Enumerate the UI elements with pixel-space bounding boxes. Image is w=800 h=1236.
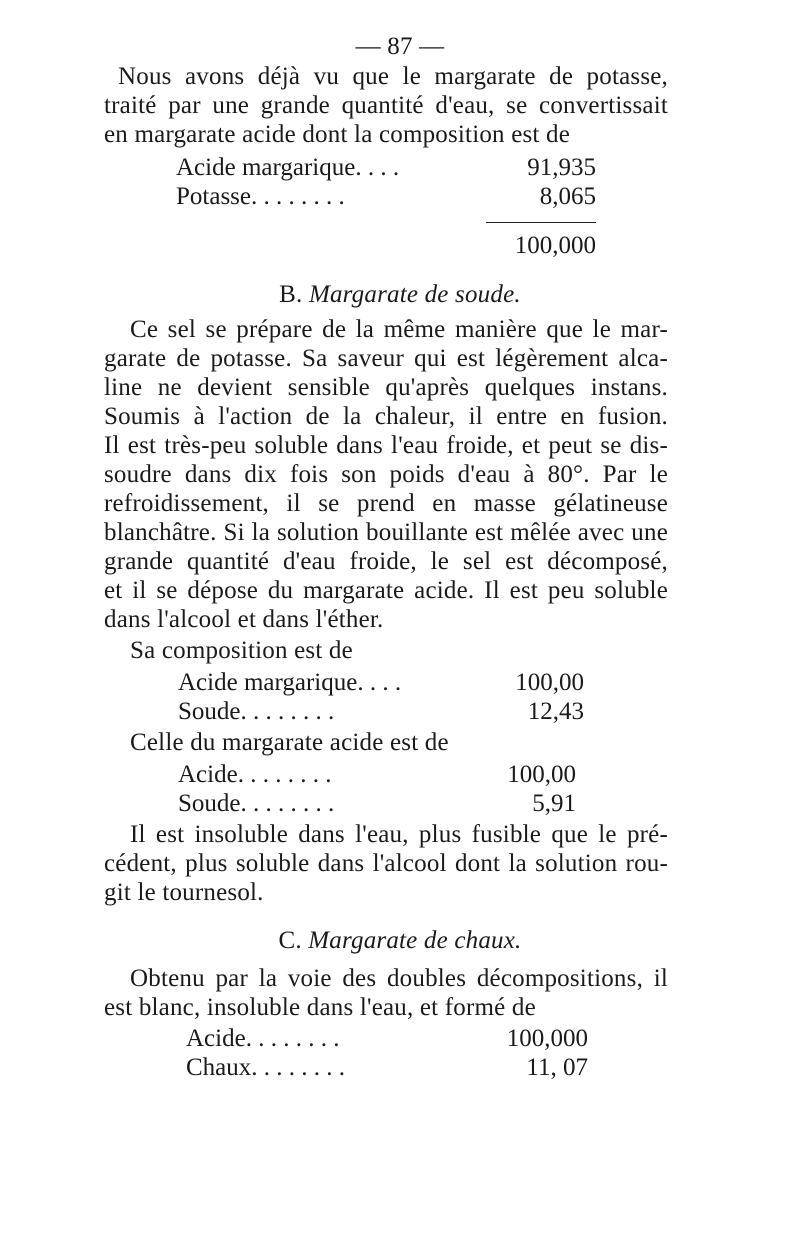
page-number: — 87 — [355,33,445,60]
paragraph-line: Il est très-peu soluble dans l'eau froide, et peut se dis- [104,432,668,459]
section-heading [150,926,650,956]
paragraph-line: Ce sel se prépare de la même manière que le mar- [130,316,668,343]
paragraph-line: dans l'alcool et dans l'éther. [104,606,384,633]
paragraph-line: soudre dans dix fois son poids d'eau à 80°. Par le [104,461,668,488]
component-label: Potasse. . . . . . . . [176,183,345,210]
composition-row [186,1053,588,1083]
paragraph-line: Soumis à l'action de la chaleur, il entre en fusion. [104,403,668,430]
component-label: Soude. . . . . . . . [178,698,335,725]
composition-row [176,182,596,212]
composition-row [178,760,576,790]
component-value: 100,00 [515,669,584,696]
component-value: 91,935 [527,154,596,181]
section-heading [150,280,650,310]
paragraph-line: grande quantité d'eau froide, le sel est décomposé, [104,548,668,575]
component-label: Acide. . . . . . . . [178,761,332,788]
paragraph-line: Sa composition est de [130,637,353,664]
component-value: 11, 07 [526,1054,588,1081]
paragraph-line: line ne devient sensible qu'après quelques instans. [104,374,668,401]
paragraph-line: en margarate acide dont la composition est de [104,121,571,148]
component-label: Chaux. . . . . . . . [186,1054,346,1081]
component-value: 8,065 [539,183,596,210]
composition-row [176,153,596,183]
section-letter: C. [278,927,302,954]
paragraph-line: est blanc, insoluble dans l'eau, et formé de [104,994,536,1021]
sum-rule [486,222,596,223]
paragraph-line: et il se dépose du margarate acide. Il est peu soluble [104,577,668,604]
paragraph-line: Obtenu par la voie des doubles décompositions, il [130,965,668,992]
component-label: Soude. . . . . . . . [178,790,335,817]
paragraph-line: cédent, plus soluble dans l'alcool dont la solution rou- [104,850,668,877]
component-value: 5,91 [532,790,576,817]
section-title: Margarate de soude. [308,281,521,308]
paragraph-line: git le tournesol. [104,879,264,906]
composition-row [178,668,584,698]
section-letter: B. [279,281,303,308]
paragraph-line: refroidissement, il se prend en masse gélatineuse [104,490,668,517]
component-value: 100,000 [506,1025,588,1052]
composition-total [476,231,596,261]
total-value: 100,000 [514,232,596,259]
component-label: Acide margarique. . . . [176,154,400,181]
paragraph-line: blanchâtre. Si la solution bouillante est mêlée avec une [104,519,668,546]
component-label: Acide margarique. . . . [178,669,402,696]
composition-row [178,789,576,819]
component-value: 100,00 [507,761,576,788]
component-value: 12,43 [527,698,584,725]
paragraph-line: Nous avons déjà vu que le margarate de potasse, [118,63,668,90]
paragraph-line: Celle du margarate acide est de [130,729,449,756]
paragraph-line: garate de potasse. Sa saveur qui est légèrement alca- [104,345,668,372]
composition-row [178,697,584,727]
composition-row [186,1024,588,1054]
paragraph-line: Il est insoluble dans l'eau, plus fusible que le pré- [130,821,668,848]
section-title: Margarate de chaux. [308,927,522,954]
paragraph-line: traité par une grande quantité d'eau, se convertissait [104,92,668,119]
component-label: Acide. . . . . . . . [186,1025,340,1052]
